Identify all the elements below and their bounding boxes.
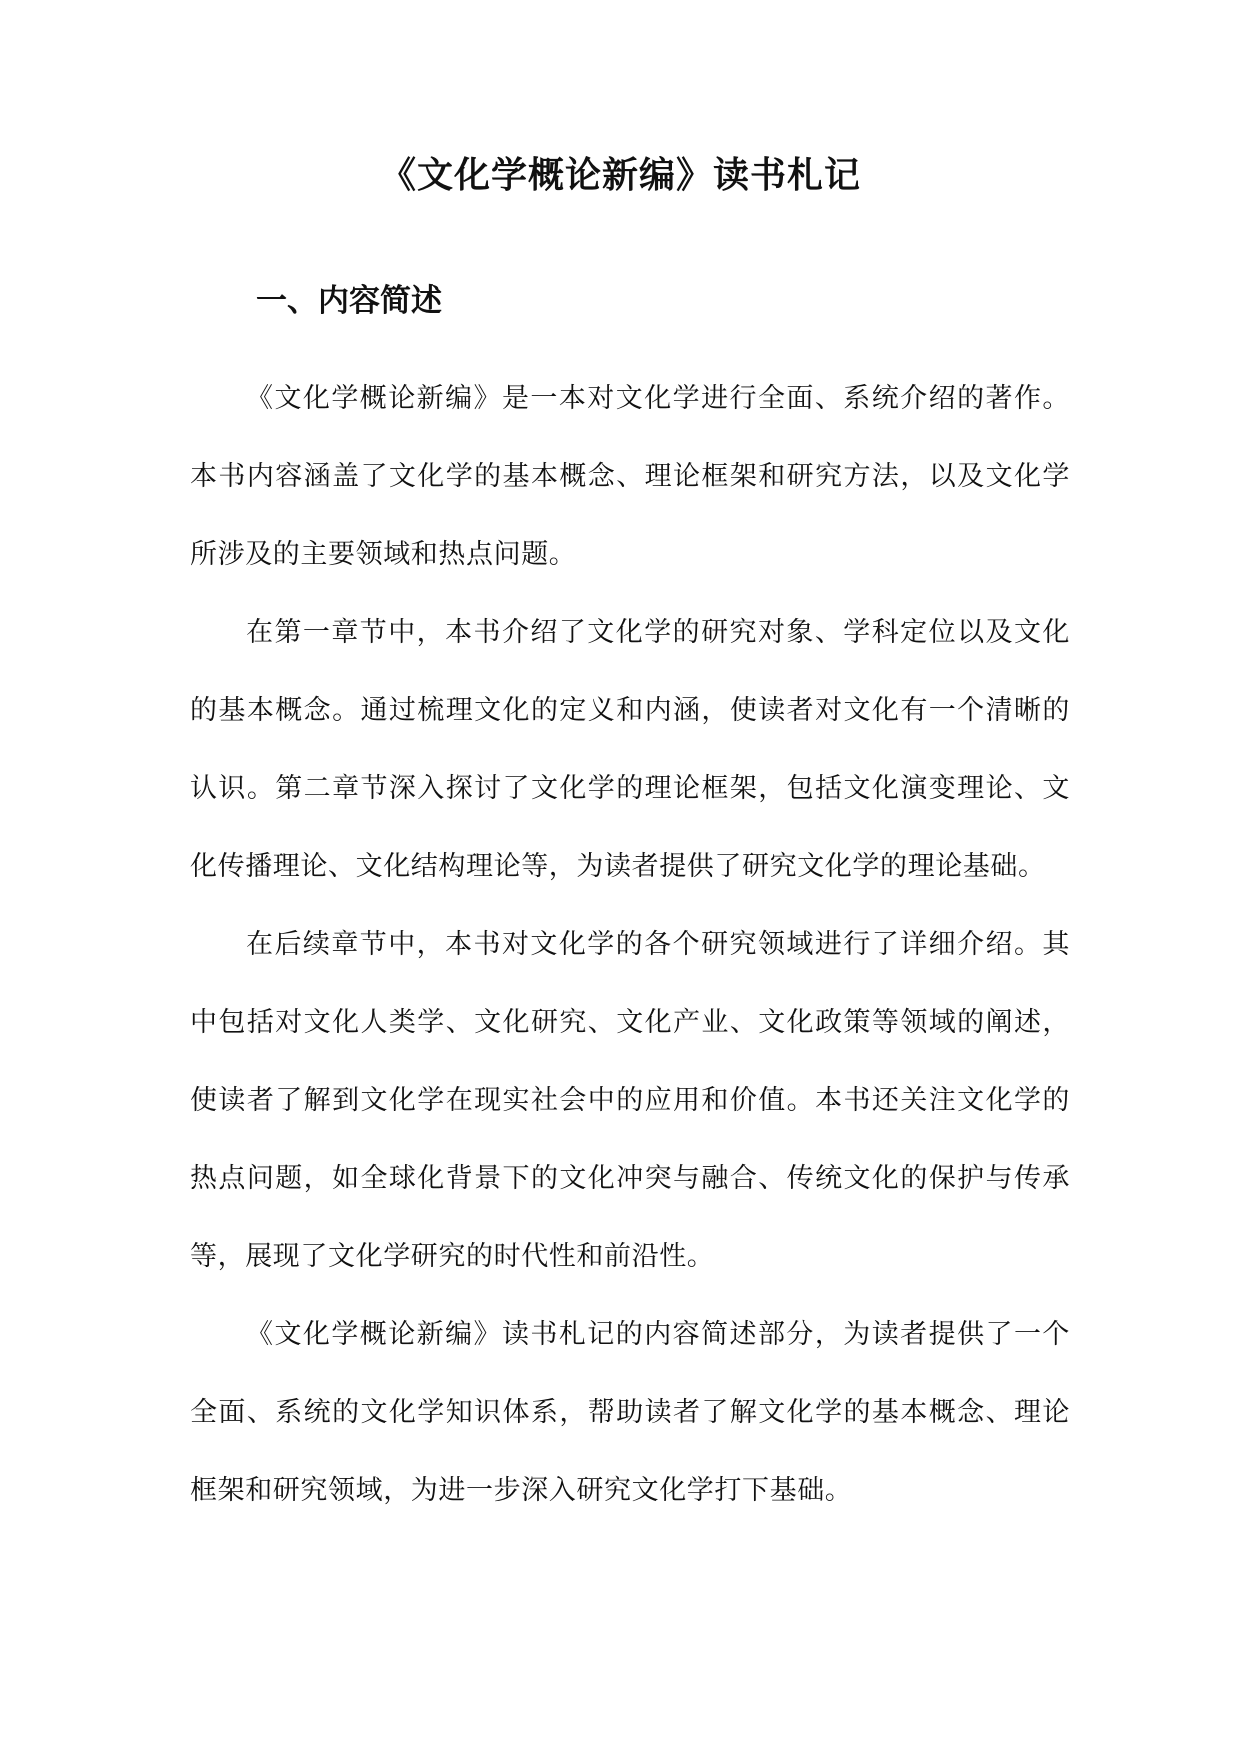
section-heading: 一、内容简述 bbox=[256, 283, 442, 319]
document-title: 《文化学概论新编》读书札记 bbox=[379, 155, 861, 196]
paragraph-4: 《文化学概论新编》读书札记的内容简述部分，为读者提供了一个全面、系统的文化学知识体系，帮助读者了解文化学的基本概念、理论框架和研究领域，为进一步深入研究文化学打下基础。 bbox=[190, 1319, 1070, 1506]
paragraph-1: 《文化学概论新编》是一本对文化学进行全面、系统介绍的著作。本书内容涵盖了文化学的基本概念、理论框架和研究方法，以及文化学所涉及的主要领域和热点问题。 bbox=[190, 383, 1070, 570]
paragraph-2: 在第一章节中，本书介绍了文化学的研究对象、学科定位以及文化的基本概念。通过梳理文化的定义和内涵，使读者对文化有一个清晰的认识。第二章节深入探讨了文化学的理论框架，包括文化演变理论、文化传播理论、文化结构理论等，为读者提供了研究文化学的理论基础。 bbox=[190, 617, 1070, 882]
body-text bbox=[190, 360, 1070, 1530]
paragraph-3: 在后续章节中，本书对文化学的各个研究领域进行了详细介绍。其中包括对文化人类学、文化研究、文化产业、文化政策等领域的阐述，使读者了解到文化学在现实社会中的应用和价值。本书还关注文化学的热点问题，如全球化背景下的文化冲突与融合、传统文化的保护与传承等，展现了文化学研究的时代性和前沿性。 bbox=[190, 929, 1070, 1272]
